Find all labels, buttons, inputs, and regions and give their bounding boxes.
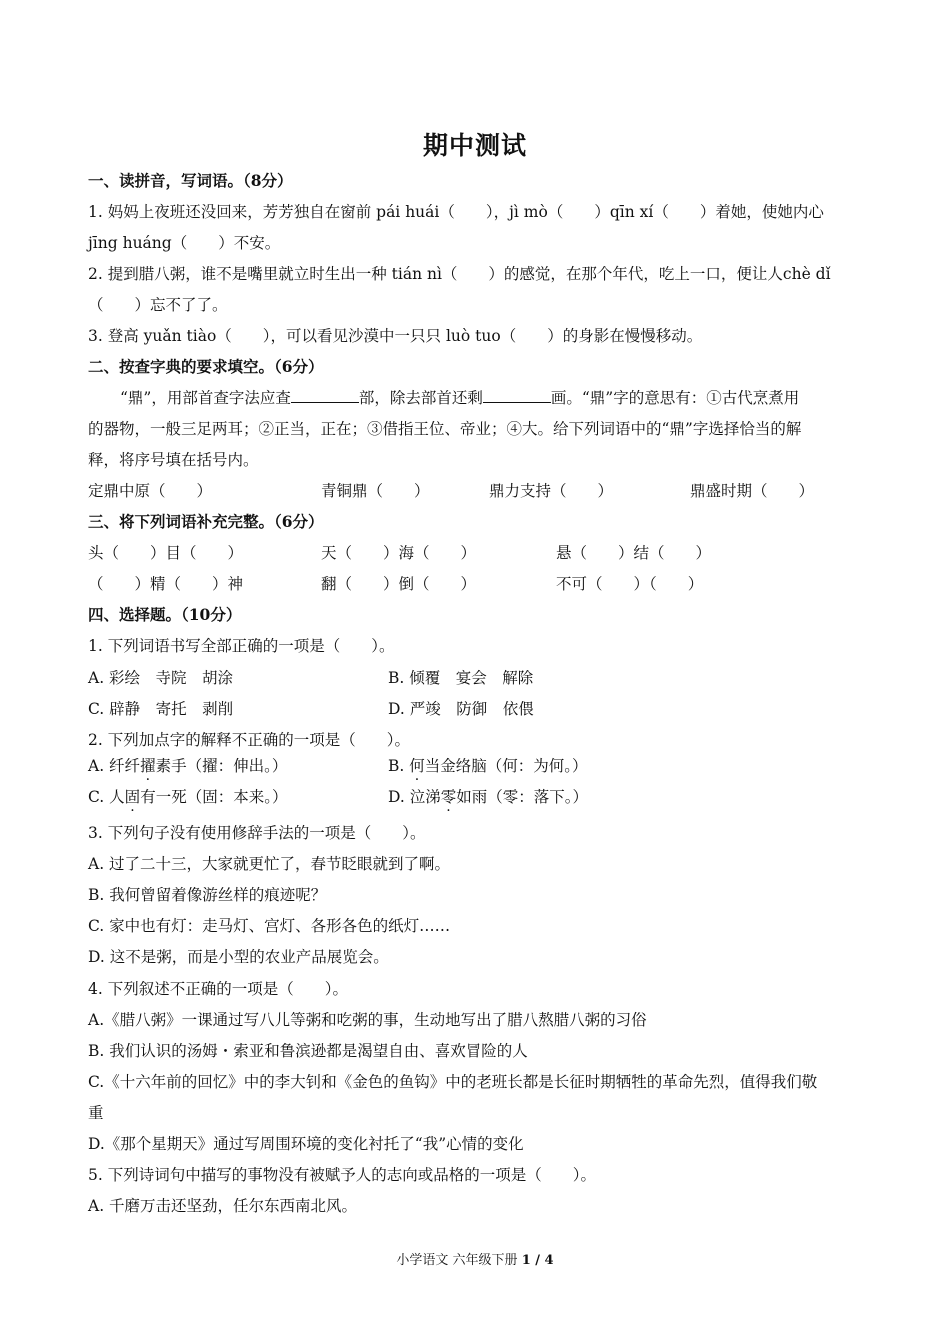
option-a: A. 千磨万击还坚劲，任尔东西南北风。 [88, 1197, 358, 1215]
option-text: C. 人 [88, 788, 125, 806]
option-d: D.《那个星期天》通过写周围环境的变化衬托了“我”心情的变化 [88, 1135, 524, 1153]
s4-q5: 5. 下列诗词句中描写的事物没有被赋予人的志向或品格的一项是（ ）。 [88, 1166, 596, 1184]
s2-text-mid: 部，除去部首还剩 [358, 389, 483, 407]
s1-q2-line1: 2. 提到腊八粥，谁不是嘴里就立时生出一种 tián nì（ ）的感觉，在那个年代，吃上一口，便让人chè dǐ [88, 265, 831, 283]
footer-text: 小学语文 六年级下册 [396, 1253, 518, 1268]
s3-item: 悬（ ）结（ ） [556, 544, 712, 562]
option-text: 素手（擢：伸出。） [155, 757, 288, 775]
option-b: B. 倾覆 宴会 解除 [388, 669, 534, 687]
s2-para-line1 [88, 387, 864, 409]
option-a [88, 755, 287, 777]
section-2-heading: 二、按查字典的要求填空。（6分） [88, 357, 324, 376]
s2-item: 鼎盛时期（ ） [690, 482, 815, 500]
s2-para-line2: 的器物，一般三足两耳；②正当，正在；③借指王位、帝业；④大。给下列词语中的“鼎”字选择恰当的解 [88, 420, 802, 438]
dotted-char: 固 [124, 788, 141, 806]
s4-q3: 3. 下列句子没有使用修辞手法的一项是（ ）。 [88, 824, 426, 842]
s4-q4: 4. 下列叙述不正确的一项是（ ）。 [88, 980, 348, 998]
dotted-char: 擢 [140, 757, 156, 775]
dotted-char: 零 [440, 788, 457, 806]
section-3-heading: 三、将下列词语补充完整。（6分） [88, 512, 324, 531]
option-text: 有一死（固：本来。） [140, 788, 288, 806]
option-c [88, 786, 287, 808]
s2-para-line3: 释，将序号填在括号内。 [88, 451, 259, 469]
option-c: C.《十六年前的回忆》中的李大钊和《金色的鱼钩》中的老班长都是长征时期牺牲的革命先烈，值得我们敬 [88, 1073, 818, 1091]
page-title: 期中测试 [422, 131, 527, 160]
option-d: D. 严竣 防御 依偎 [388, 700, 534, 718]
option-c: C. 家中也有灯：走马灯、宫灯、各形各色的纸灯…… [88, 917, 451, 935]
page-number: 1 / 4 [521, 1253, 554, 1268]
option-text: 当金络脑（何：为何。） [424, 757, 588, 775]
s2-item: 青铜鼎（ ） [321, 482, 430, 500]
s1-q3: 3. 登高 yuǎn tiào（ ），可以看见沙漠中一只只 luò tuo（ ）的身影在慢慢移动。 [88, 327, 703, 345]
option-b: B. 我们认识的汤姆・索亚和鲁滨逊都是渴望自由、喜欢冒险的人 [88, 1042, 528, 1060]
option-b [388, 755, 588, 777]
page-footer [0, 1249, 950, 1268]
s1-q2-line2: （ ）忘不了了。 [88, 296, 228, 314]
option-a: A. 过了二十三，大家就更忙了，春节眨眼就到了啊。 [88, 855, 451, 873]
option-text: 如雨（零：落下。） [456, 788, 589, 806]
option-d [388, 786, 588, 808]
s3-item: 头（ ）目（ ） [88, 544, 244, 562]
s4-q1: 1. 下列词语书写全部正确的一项是（ ）。 [88, 637, 395, 655]
option-b: B. 我何曾留着像游丝样的痕迹呢？ [88, 886, 327, 904]
option-text: D. 泣涕 [388, 788, 441, 806]
option-a: A.《腊八粥》一课通过写八儿等粥和吃粥的事，生动地写出了腊八熬腊八粥的习俗 [88, 1011, 647, 1029]
s2-item: 鼎力支持（ ） [489, 482, 614, 500]
s3-item: （ ）精（ ）神 [88, 575, 244, 593]
s2-text-post: 画。“鼎”字的意思有：①古代烹煮用 [550, 389, 800, 407]
option-d: D. 这不是粥，而是小型的农业产品展览会。 [88, 948, 389, 966]
option-a: A. 彩绘 寺院 胡涂 [88, 669, 234, 687]
s4-q2: 2. 下列加点字的解释不正确的一项是（ ）。 [88, 731, 410, 749]
option-text: A. 纤纤 [88, 757, 141, 775]
dotted-char: 何 [409, 757, 425, 775]
blank-radical[interactable] [291, 388, 359, 403]
s1-q1-line2: jīng huáng（ ）不安。 [88, 234, 281, 252]
s3-item: 天（ ）海（ ） [321, 544, 477, 562]
section-4-heading: 四、选择题。（10分） [88, 605, 242, 624]
section-1-heading: 一、读拼音，写词语。（8分） [88, 171, 293, 190]
blank-strokes[interactable] [483, 388, 551, 403]
option-c: C. 辟静 寄托 剥削 [88, 700, 234, 718]
s1-q1-line1: 1. 妈妈上夜班还没回来，芳芳独自在窗前 pái huái（ ），jì mò（ ）qīn xí（ ）着她，使她内心 [88, 203, 824, 221]
s3-item: 不可（ ）（ ） [556, 575, 704, 593]
option-c-cont: 重 [88, 1104, 104, 1122]
option-text: B. [388, 757, 410, 775]
s2-text-pre: “鼎”，用部首查字法应查 [120, 389, 291, 407]
s2-item: 定鼎中原（ ） [88, 482, 213, 500]
s3-item: 翻（ ）倒（ ） [321, 575, 477, 593]
